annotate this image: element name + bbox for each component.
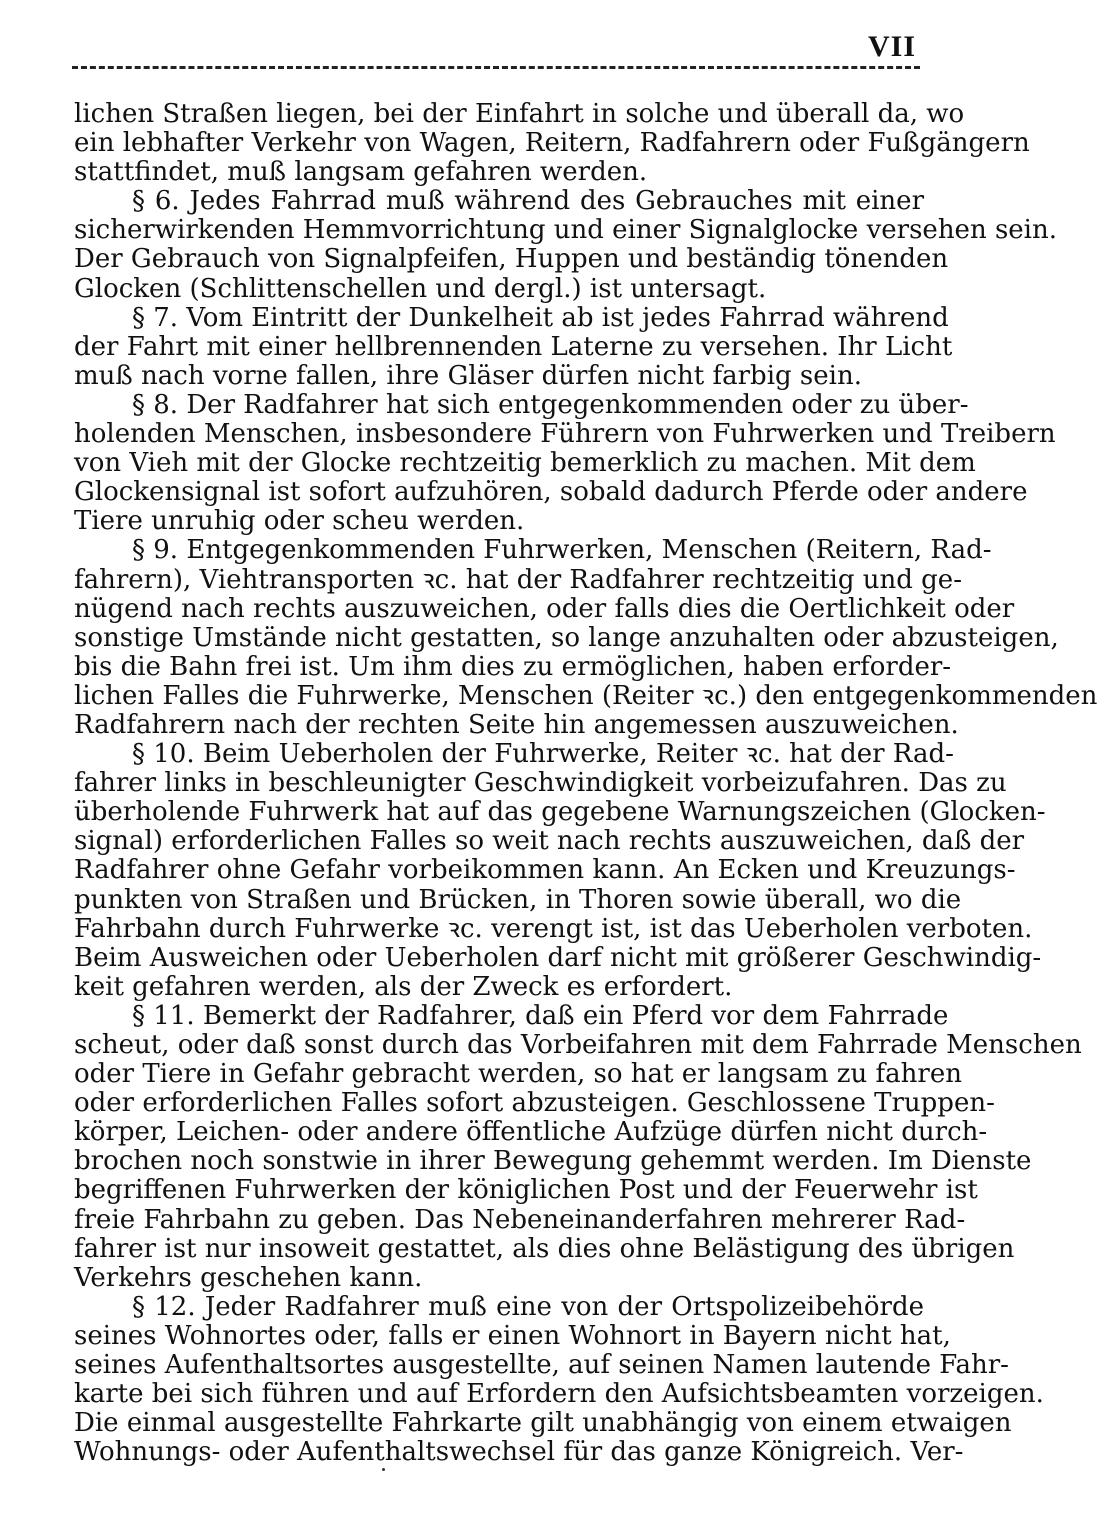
header-rule bbox=[72, 66, 920, 69]
text-line: Die einmal ausgestellte Fahrkarte gilt unabhängig von einem etwaigen bbox=[74, 1408, 1012, 1439]
text-line: § 7. Vom Eintritt der Dunkelheit ab ist jedes Fahrrad während bbox=[132, 302, 949, 333]
text-line: karte bei sich führen und auf Erfordern den Aufsichtsbeamten vorzeigen. bbox=[74, 1379, 1044, 1410]
text-line: fahrer links in beschleunigter Geschwindigkeit vorbeizufahren. Das zu bbox=[74, 768, 1007, 799]
text-line: Radfahrer ohne Gefahr vorbeikommen kann. An Ecken und Kreuzungs- bbox=[74, 855, 1016, 886]
text-line: lichen Falles die Fuhrwerke, Menschen (Reiter ꝛc.) den entgegenkommenden bbox=[74, 680, 1097, 711]
text-line: § 9. Entgegenkommenden Fuhrwerken, Menschen (Reitern, Rad- bbox=[132, 535, 992, 566]
text-line: sicherwirkenden Hemmvorrichtung und einer Signalglocke versehen sein. bbox=[74, 215, 1058, 246]
text-line: Fahrbahn durch Fuhrwerke ꝛc. verengt ist, ist das Ueberholen verboten. bbox=[74, 913, 1033, 944]
text-line: überholende Fuhrwerk hat auf das gegebene Warnungszeichen (Glocken- bbox=[74, 797, 1046, 828]
text-line: stattfindet, muß langsam gefahren werden. bbox=[74, 157, 648, 188]
text-line: holenden Menschen, insbesondere Führern von Fuhrwerken und Treibern bbox=[74, 419, 1056, 450]
text-line: seines Wohnortes oder, falls er einen Wohnort in Bayern nicht hat, bbox=[74, 1320, 951, 1351]
text-line: Der Gebrauch von Signalpfeifen, Huppen und beständig tönenden bbox=[74, 244, 949, 275]
text-line: Radfahrern nach der rechten Seite hin angemessen auszuweichen. bbox=[74, 709, 959, 740]
text-line: freie Fahrbahn zu geben. Das Nebeneinanderfahren mehrerer Rad- bbox=[74, 1204, 966, 1235]
text-line: Glocken (Schlittenschellen und dergl.) ist untersagt. bbox=[74, 273, 767, 304]
text-line: brochen noch sonstwie in ihrer Bewegung gehemmt werden. Im Dienste bbox=[74, 1146, 1032, 1177]
text-line: scheut, oder daß sonst durch das Vorbeifahren mit dem Fahrrade Menschen bbox=[74, 1030, 1082, 1060]
text-line: von Vieh mit der Glocke rechtzeitig bemerklich zu machen. Mit dem bbox=[74, 448, 976, 479]
text-line: signal) erforderlichen Falles so weit nach rechts auszuweichen, daß der bbox=[74, 826, 1025, 857]
text-line: oder Tiere in Gefahr gebracht werden, so hat er langsam zu fahren bbox=[74, 1059, 962, 1090]
text-line: begriffenen Fuhrwerken der königlichen Post und der Feuerwehr ist bbox=[74, 1175, 978, 1206]
text-line: muß nach vorne fallen, ihre Gläser dürfen nicht farbig sein. bbox=[74, 360, 862, 391]
text-line: Wohnungs- oder Aufenthaltswechsel für das ganze Königreich. Ver- bbox=[74, 1437, 964, 1468]
text-line: Beim Ausweichen oder Ueberholen darf nicht mit größerer Geschwindig- bbox=[74, 942, 1042, 973]
text-line: der Fahrt mit einer hellbrennenden Laterne zu versehen. Ihr Licht bbox=[74, 331, 953, 362]
text-line: bis die Bahn frei ist. Um ihm dies zu ermöglichen, haben erforder- bbox=[74, 651, 952, 682]
ink-speck bbox=[382, 1468, 385, 1471]
body-text bbox=[74, 99, 1097, 1468]
text-line: fahrer ist nur insoweit gestattet, als dies ohne Belästigung des übrigen bbox=[74, 1233, 1015, 1264]
text-line: § 8. Der Radfahrer hat sich entgegenkommenden oder zu über- bbox=[132, 389, 969, 420]
text-line: § 12. Jeder Radfahrer muß eine von der Ortspolizeibehörde bbox=[132, 1291, 924, 1322]
text-line: fahrern), Viehtransporten ꝛc. hat der Radfahrer rechtzeitig und ge- bbox=[74, 564, 962, 595]
text-line: oder erforderlichen Falles sofort abzusteigen. Geschlossene Truppen- bbox=[74, 1088, 995, 1119]
text-line: ein lebhafter Verkehr von Wagen, Reitern, Radfahrern oder Fußgängern bbox=[74, 128, 1030, 159]
text-line: lichen Straßen liegen, bei der Einfahrt in solche und überall da, wo bbox=[74, 99, 965, 129]
text-line: § 6. Jedes Fahrrad muß während des Gebrauches mit einer bbox=[132, 186, 924, 217]
text-line: § 10. Beim Ueberholen der Fuhrwerke, Reiter ꝛc. hat der Rad- bbox=[132, 739, 954, 770]
text-line: sonstige Umstände nicht gestatten, so lange anzuhalten oder abzusteigen, bbox=[74, 622, 1059, 653]
text-line: punkten von Straßen und Brücken, in Thoren sowie überall, wo die bbox=[74, 884, 962, 915]
text-line: Tiere unruhig oder scheu werden. bbox=[74, 506, 525, 537]
text-line: Glockensignal ist sofort aufzuhören, sobald dadurch Pferde oder andere bbox=[74, 477, 1028, 508]
text-line: keit gefahren werden, als der Zweck es erfordert. bbox=[74, 971, 733, 1002]
text-line: körper, Leichen- oder andere öffentliche Aufzüge dürfen nicht durch- bbox=[74, 1117, 988, 1148]
text-line: Verkehrs geschehen kann. bbox=[74, 1262, 423, 1293]
text-line: seines Aufenthaltsortes ausgestellte, auf seinen Namen lautende Fahr- bbox=[74, 1350, 1009, 1381]
text-line: § 11. Bemerkt der Radfahrer, daß ein Pferd vor dem Fahrrade bbox=[132, 1000, 949, 1031]
page-number: VII bbox=[867, 30, 916, 63]
text-line: nügend nach rechts auszuweichen, oder falls dies die Oertlichkeit oder bbox=[74, 593, 1015, 624]
